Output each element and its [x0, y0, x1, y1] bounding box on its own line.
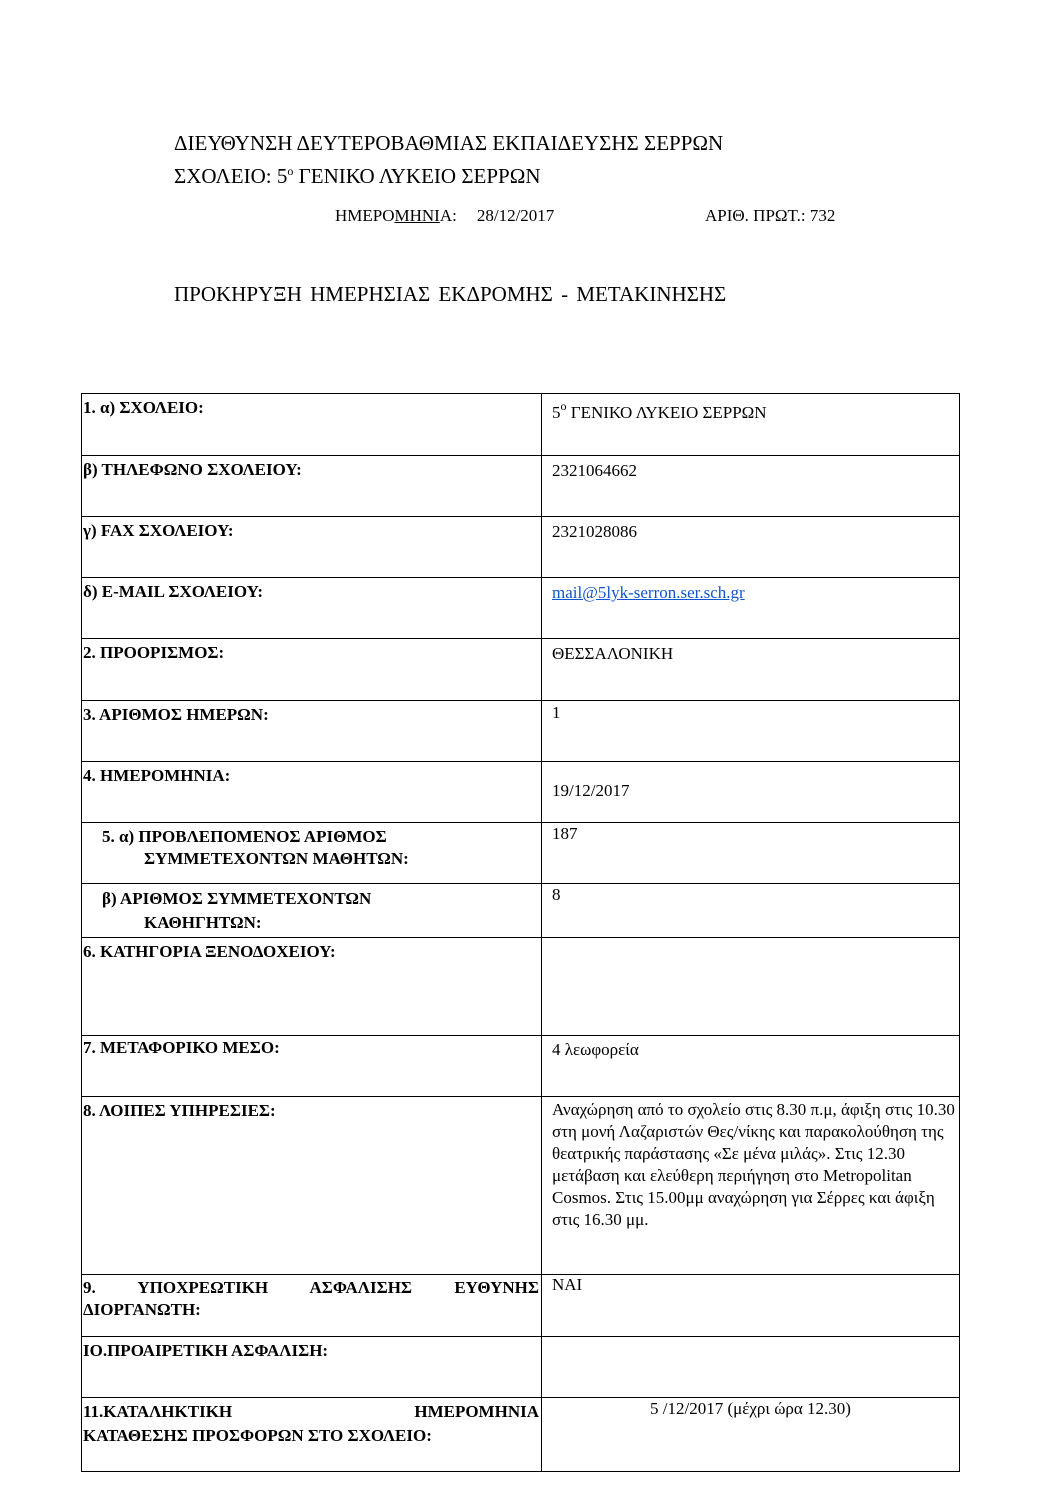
- teachers-label-line2: ΚΑΘΗΓΗΤΩΝ:: [144, 913, 262, 932]
- trip-form-table: [81, 393, 960, 1472]
- deadline-label: [82, 1398, 542, 1472]
- school-value-num: 5: [552, 403, 561, 422]
- email-label: δ) E-MAIL ΣΧΟΛΕΙΟΥ:: [82, 578, 542, 639]
- date-label-underlined: ΜΗΝΙ: [394, 206, 440, 225]
- deadline-label-line2: ΚΑΤΑΘΕΣΗΣ ΠΡΟΣΦΟΡΩΝ ΣΤΟ ΣΧΟΛΕΙΟ:: [83, 1426, 432, 1445]
- school-heading-ordinal: ο: [287, 164, 294, 178]
- hotel-label: 6. ΚΑΤΗΓΟΡΙΑ ΞΕΝΟΔΟΧΕΙΟΥ:: [82, 938, 542, 1036]
- fax-value: 2321028086: [542, 517, 960, 578]
- date-cell-value: 19/12/2017: [542, 762, 960, 823]
- table-row-teachers: [82, 884, 960, 938]
- school-value-rest: ΓΕΝΙΚΟ ΛΥΚΕΙΟ ΣΕΡΡΩΝ: [566, 403, 767, 422]
- school-heading-suffix: ΓΕΝΙΚΟ ΛΥΚΕΙΟ ΣΕΡΡΩΝ: [293, 164, 541, 188]
- students-label-line2: ΣΥΜΜΕΤΕΧΟΝΤΩΝ ΜΑΘΗΤΩΝ:: [144, 849, 409, 868]
- transport-value: 4 λεωφορεία: [542, 1036, 960, 1097]
- school-heading-prefix: ΣΧΟΛΕΙΟ: 5: [174, 164, 288, 188]
- services-label: 8. ΛΟΙΠΕΣ ΥΠΗΡΕΣΙΕΣ:: [82, 1097, 542, 1275]
- table-row-transport: [82, 1036, 960, 1097]
- protocol-value: 732: [809, 206, 836, 225]
- table-row-date: [82, 762, 960, 823]
- insurance-label-line1: 9. ΥΠΟΧΡΕΩΤΙΚΗ ΑΣΦΑΛΙΣΗΣ ΕΥΘΥΝΗΣ: [83, 1278, 539, 1297]
- days-value: 1: [542, 701, 960, 762]
- insurance-label-line2: ΔΙΟΡΓΑΝΩΤΗ:: [83, 1300, 201, 1319]
- phone-value: 2321064662: [542, 456, 960, 517]
- table-row-hotel: [82, 938, 960, 1036]
- insurance-value: ΝΑΙ: [542, 1275, 960, 1337]
- hotel-value: [542, 938, 960, 1036]
- email-link[interactable]: mail@5lyk-serron.ser.sch.gr: [552, 583, 745, 602]
- table-row-school: [82, 394, 960, 456]
- fax-label: γ) FAX ΣΧΟΛΕΙΟΥ:: [82, 517, 542, 578]
- school-value-ordinal: ο: [560, 399, 567, 413]
- table-row-email: [82, 578, 960, 639]
- destination-value: ΘΕΣΣΑΛΟΝΙΚΗ: [542, 639, 960, 701]
- date-label: 4. ΗΜΕΡΟΜΗΝΙΑ:: [82, 762, 542, 823]
- table-row-students: [82, 823, 960, 884]
- deadline-label-line1: 11.ΚΑΤΑΛΗΚΤΙΚΗ ΗΜΕΡΟΜΗΝΙΑ: [83, 1402, 539, 1421]
- transport-label: 7. ΜΕΤΑΦΟΡΙΚΟ ΜΕΣΟ:: [82, 1036, 542, 1097]
- teachers-label: [82, 884, 542, 938]
- destination-label: 2. ΠΡΟΟΡΙΣΜΟΣ:: [82, 639, 542, 701]
- page-title: ΠΡΟΚΗΡΥΞΗ ΗΜΕΡΗΣΙΑΣ ΕΚΔΡΟΜΗΣ - ΜΕΤΑΚΙΝΗΣΗΣ: [174, 282, 727, 306]
- deadline-value: 5 /12/2017 (μέχρι ώρα 12.30): [542, 1398, 960, 1472]
- table-row-insurance: [82, 1275, 960, 1337]
- table-row-destination: [82, 639, 960, 701]
- students-value: 187: [542, 823, 960, 884]
- email-cell: [542, 578, 960, 639]
- students-label-line1: 5. α) ΠΡΟΒΛΕΠΟΜΕΝΟΣ ΑΡΙΘΜΟΣ: [102, 827, 387, 846]
- table-row-services: [82, 1097, 960, 1275]
- table-row-optional-insurance: [82, 1337, 960, 1398]
- protocol-label: ΑΡΙΘ. ΠΡΩΤ.:: [705, 206, 806, 225]
- table-row-fax: [82, 517, 960, 578]
- school-heading: [174, 158, 541, 189]
- students-label: [82, 823, 542, 884]
- protocol-line: [705, 206, 835, 226]
- teachers-label-line1: β) ΑΡΙΘΜΟΣ ΣΥΜΜΕΤΕΧΟΝΤΩΝ: [102, 889, 372, 908]
- date-label-post: Α:: [439, 206, 457, 225]
- date-label-pre: ΗΜΕΡΟ: [335, 206, 395, 225]
- date-line: [335, 206, 554, 226]
- table-row-phone: [82, 456, 960, 517]
- table-row-days: [82, 701, 960, 762]
- insurance-label: [82, 1275, 542, 1337]
- optional-insurance-label: ΙΟ.ΠΡΟΑΙΡΕΤΙΚΗ ΑΣΦΑΛΙΣΗ:: [82, 1337, 542, 1398]
- school-value: [542, 394, 960, 456]
- days-label: 3. ΑΡΙΘΜΟΣ ΗΜΕΡΩΝ:: [82, 701, 542, 762]
- school-label: 1. α) ΣΧΟΛΕΙΟ:: [82, 394, 542, 456]
- teachers-value: 8: [542, 884, 960, 938]
- table-row-deadline: [82, 1398, 960, 1472]
- services-value: Αναχώρηση από το σχολείο στις 8.30 π.μ, άφιξη στις 10.30 στη μονή Λαζαριστών Θες/νίκης και παρακολούθηση της θεατρικής παράστασης «Σε μένα μιλάς». Στις 12.30 μετάβαση και ελεύθερη περιήγηση στο Metropolitan Cosmos. Στις 15.00μμ αναχώρηση για Σέρρες και άφιξη στις 16.30 μμ.: [542, 1097, 960, 1275]
- optional-insurance-value: [542, 1337, 960, 1398]
- directorate-heading: ΔΙΕΥΘΥΝΣΗ ΔΕΥΤΕΡΟΒΑΘΜΙΑΣ ΕΚΠΑΙΔΕΥΣΗΣ ΣΕΡΡΩΝ: [174, 131, 724, 155]
- phone-label: β) ΤΗΛΕΦΩΝΟ ΣΧΟΛΕΙΟΥ:: [82, 456, 542, 517]
- date-value: 28/12/2017: [476, 206, 555, 225]
